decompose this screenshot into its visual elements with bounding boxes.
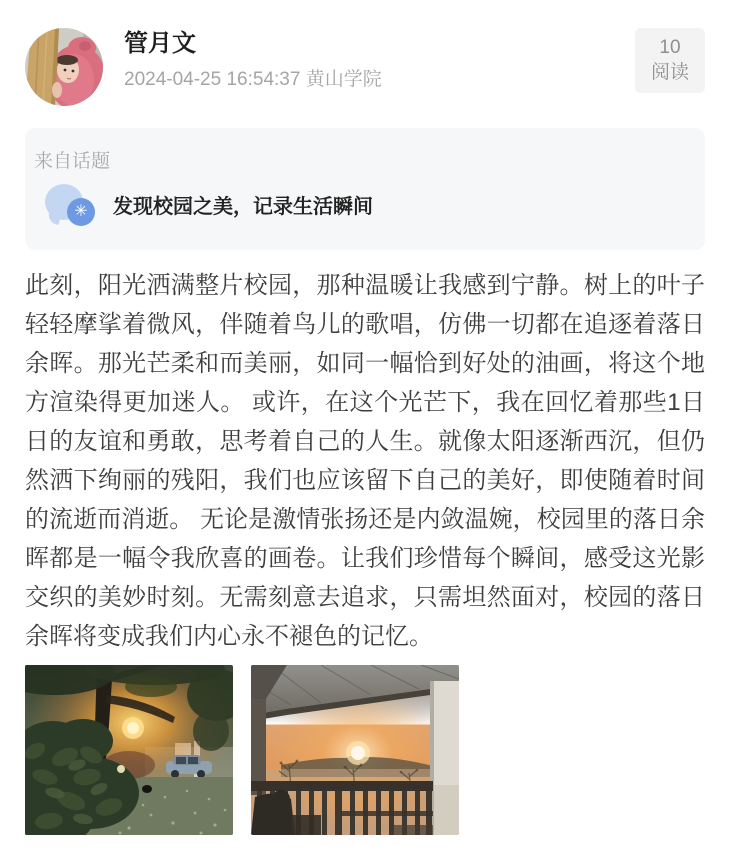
photo-row bbox=[25, 665, 705, 835]
topic-row[interactable] bbox=[34, 184, 685, 230]
post-timestamp-location: 2024-04-25 16:54:37 黄山学院 bbox=[124, 69, 382, 90]
hash-flower-icon: ✳ bbox=[67, 198, 95, 226]
avatar[interactable] bbox=[25, 28, 103, 106]
topic-source-label: 来自话题 bbox=[34, 151, 111, 172]
topic-hash-bubble-icon bbox=[45, 184, 97, 230]
campus-trees-sunset-image bbox=[25, 665, 233, 835]
topic-title[interactable]: 发现校园之美，记录生活瞬间 bbox=[113, 196, 373, 218]
read-count-badge bbox=[635, 28, 705, 93]
campus-trees-sunset-photo[interactable] bbox=[25, 665, 233, 835]
balcony-railing-sunset-photo[interactable] bbox=[251, 665, 459, 835]
balcony-sunset-image bbox=[251, 665, 459, 835]
read-count-value: 10 bbox=[659, 37, 681, 58]
author-name[interactable]: 管月文 bbox=[124, 30, 196, 57]
topic-card[interactable] bbox=[25, 128, 705, 250]
author-info bbox=[124, 28, 382, 91]
read-count-label: 阅读 bbox=[650, 62, 689, 83]
avatar-image bbox=[25, 28, 103, 106]
post-body-text: 此刻，阳光洒满整片校园，那种温暖让我感到宁静。树上的叶子轻轻摩挲着微风，伴随着鸟儿的歌唱，仿佛一切都在追逐着落日余晖。那光芒柔和而美丽，如同一幅恰到好处的油画，将这个地方渲染得更加迷人。 或许，在这个光芒下，我在回忆着那些1日日的友谊和勇敢，思考着自己的人生。就像太阳逐渐西沉，但仍然洒下绚丽的残阳，我们也应该留下自己的美好，即使随着时间的流逝而消逝。 无论是激情张扬还是内敛温婉，校园里的落日余晖都是一幅令我欣喜的画卷。让我们珍惜每个瞬间，感受这光影交织的美妙时刻。无需刻意去追求，只需坦然面对，校园的落日余晖将变成我们内心永不褪色的记忆。 bbox=[25, 272, 705, 650]
post-header bbox=[25, 0, 705, 106]
